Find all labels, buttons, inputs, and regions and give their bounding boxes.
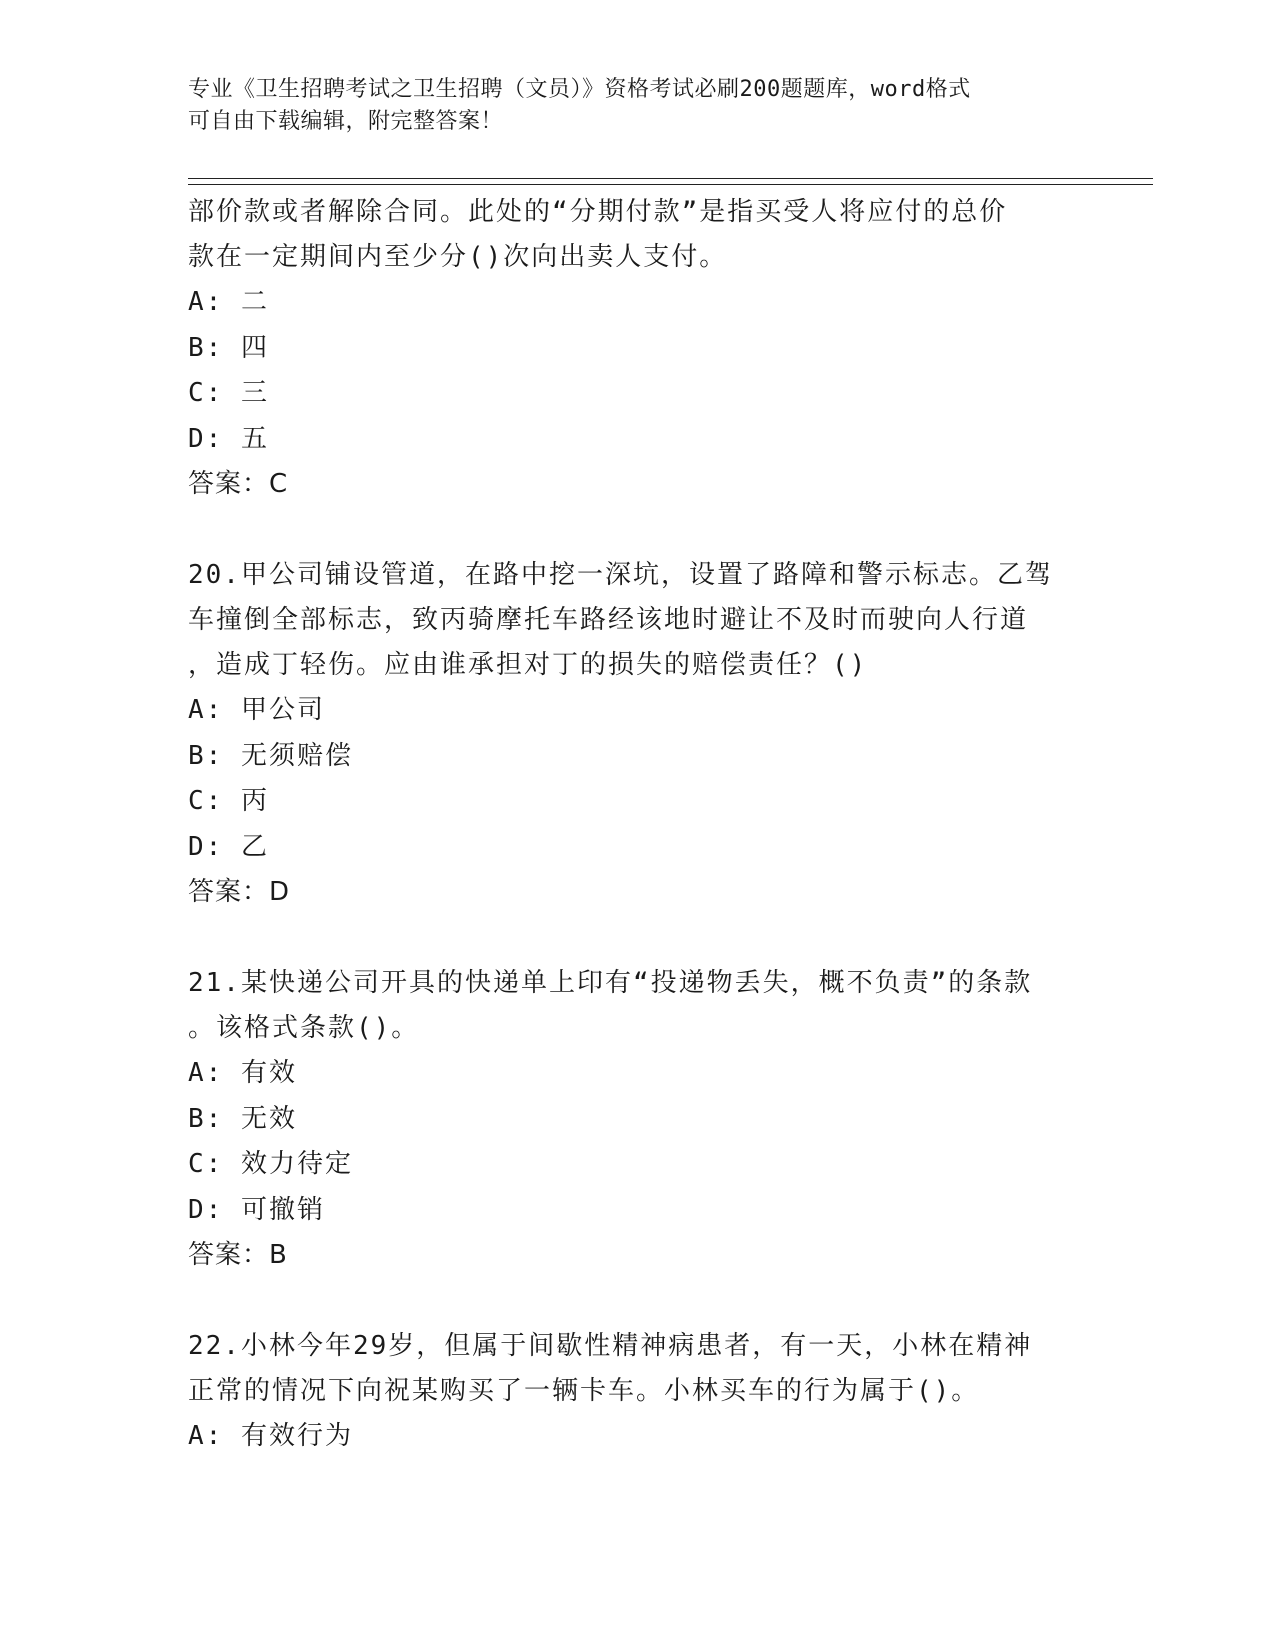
question-20 [188,553,1088,915]
answer-label: 答案：C [188,469,289,499]
option-c: C: 丙 [188,786,269,816]
question-text-line: ，造成丁轻伤。应由谁承担对丁的损失的赔偿责任？() [188,650,868,680]
header-divider-top [188,178,1153,179]
answer-label: 答案：B [188,1240,288,1270]
question-text-line: 20.甲公司铺设管道，在路中挖一深坑，设置了路障和警示标志。乙驾 [188,560,1053,590]
option-b: B: 无须赔偿 [188,740,353,771]
question-text-line: 。该格式条款()。 [188,1013,420,1043]
document-header [188,74,1068,138]
question-text-line: 22.小林今年29岁，但属于间歇性精神病患者，有一天，小林在精神 [188,1331,1033,1361]
header-line-2: 可自由下载编辑，附完整答案！ [188,109,504,134]
option-d: D: 五 [188,423,269,454]
option-b: B: 无效 [188,1103,297,1134]
document-body [188,190,1088,1460]
option-d: D: 可撤销 [188,1194,325,1225]
option-b: B: 四 [188,332,269,363]
option-a: A: 有效行为 [188,1421,353,1451]
question-text-line: 款在一定期间内至少分()次向出卖人支付。 [188,242,728,272]
question-22 [188,1324,1088,1460]
option-d: D: 乙 [188,831,269,862]
question-text-line: 部价款或者解除合同。此处的“分期付款”是指买受人将应付的总价 [188,197,1008,227]
question-text-line: 正常的情况下向祝某购买了一辆卡车。小林买车的行为属于()。 [188,1376,980,1406]
question-text-line: 车撞倒全部标志，致丙骑摩托车路经该地时避让不及时而驶向人行道 [188,605,1029,635]
option-c: C: 三 [188,378,269,408]
option-a: A: 二 [188,287,269,317]
option-a: A: 有效 [188,1058,297,1088]
answer-label: 答案：D [188,877,291,907]
option-a: A: 甲公司 [188,695,325,725]
header-divider-bottom [188,184,1153,185]
question-continuation [188,190,1088,507]
question-21 [188,961,1088,1278]
option-c: C: 效力待定 [188,1149,353,1179]
question-text-line: 21.某快递公司开具的快递单上印有“投递物丢失，概不负责”的条款 [188,968,1033,998]
header-line-1: 专业《卫生招聘考试之卫生招聘（文员）》资格考试必刷200题题库，word格式 [188,77,971,102]
